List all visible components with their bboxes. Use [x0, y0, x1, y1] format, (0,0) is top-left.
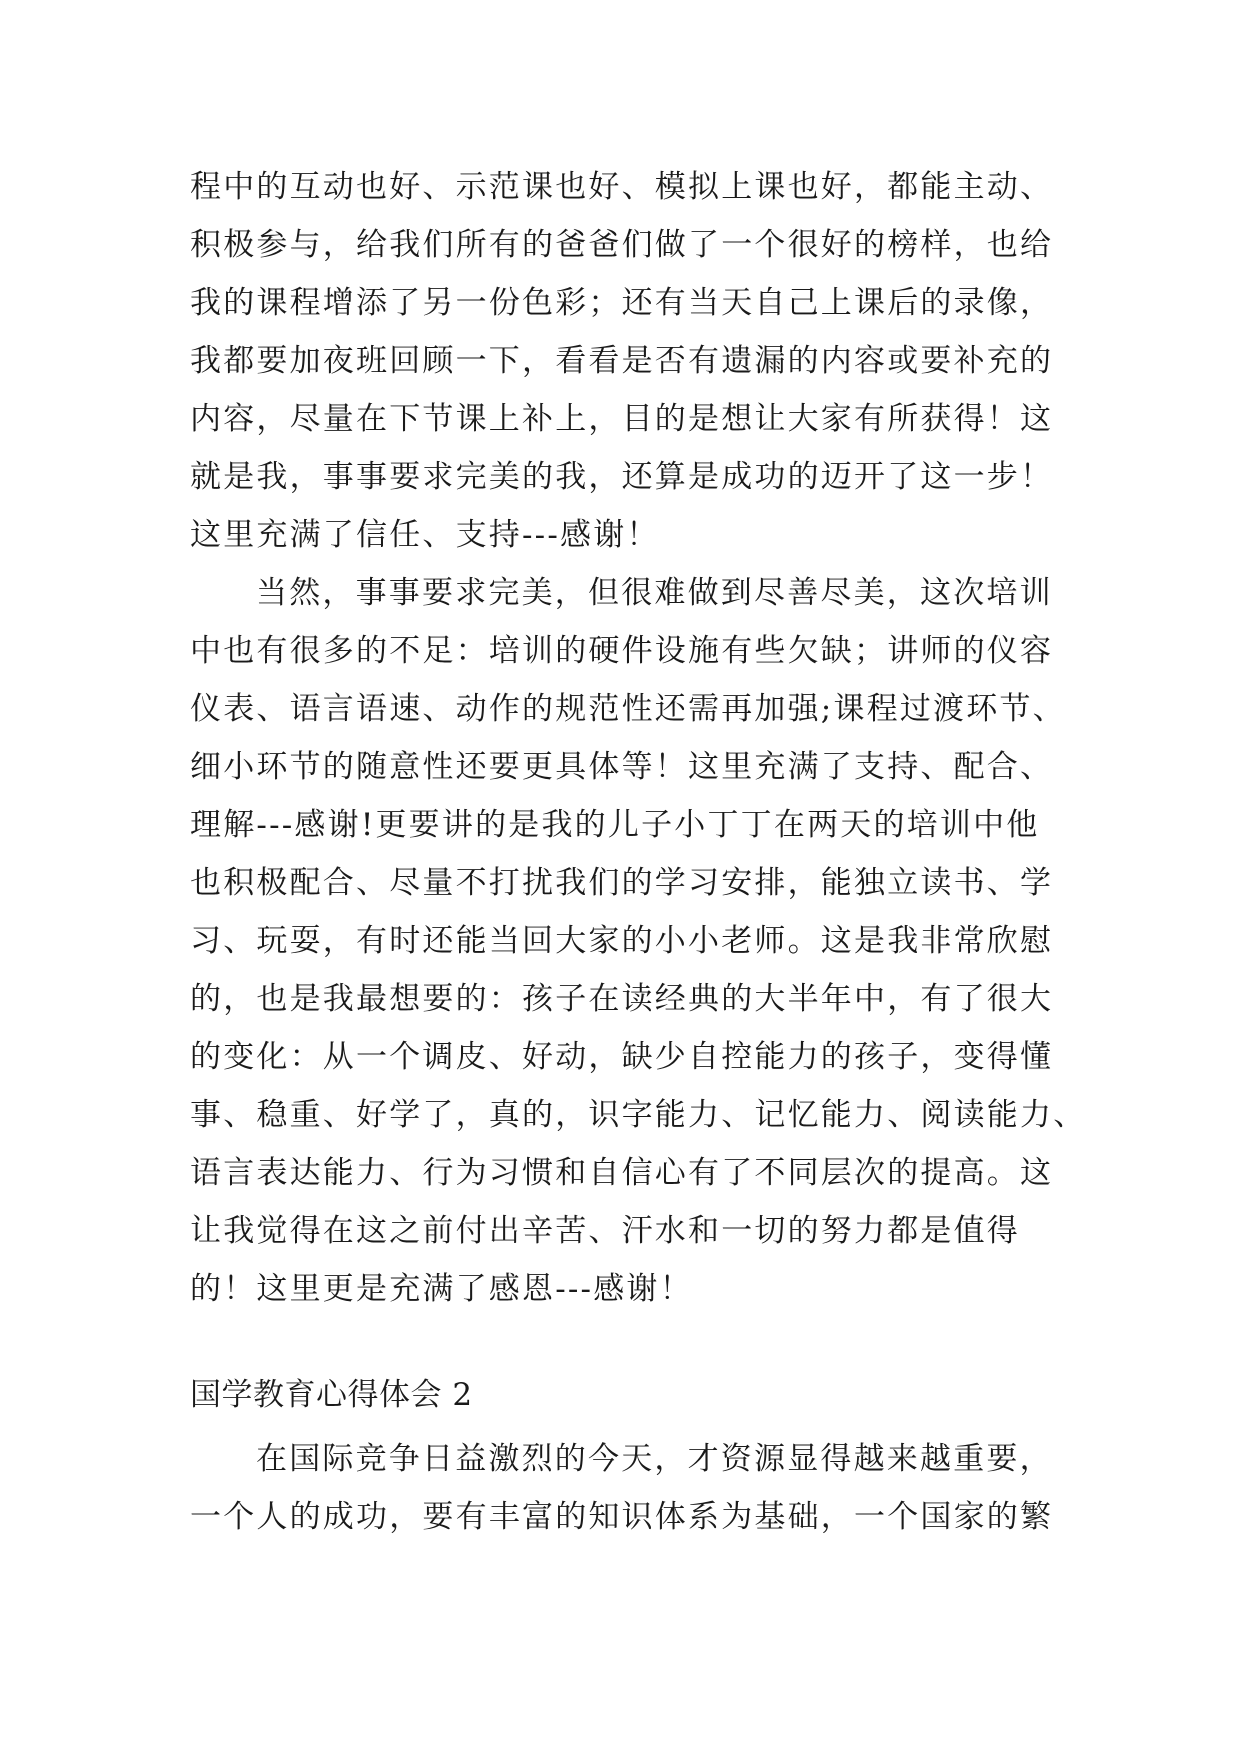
- text-line: 语言表达能力、行为习惯和自信心有了不同层次的提高。这: [190, 1155, 1054, 1191]
- text-line: 中也有很多的不足：培训的硬件设施有些欠缺；讲师的仪容: [190, 633, 1054, 669]
- text-line: 当然，事事要求完美，但很难做到尽善尽美，这次培训: [256, 575, 1053, 611]
- text-line: 在国际竞争日益激烈的今天，才资源显得越来越重要，: [256, 1441, 1053, 1477]
- text-line: 细小环节的随意性还要更具体等！这里充满了支持、配合、: [190, 749, 1054, 785]
- text-line: 事、稳重、好学了，真的，识字能力、记忆能力、阅读能力、: [190, 1097, 1087, 1133]
- text-line: 程中的互动也好、示范课也好、模拟上课也好，都能主动、: [190, 169, 1054, 205]
- text-line: 习、玩耍，有时还能当回大家的小小老师。这是我非常欣慰: [190, 923, 1054, 959]
- text-line: 让我觉得在这之前付出辛苦、汗水和一切的努力都是值得: [190, 1213, 1020, 1249]
- text-line: 理解---感谢!更要讲的是我的儿子小丁丁在两天的培训中他: [190, 807, 1040, 843]
- text-line: 也积极配合、尽量不打扰我们的学习安排，能独立读书、学: [190, 865, 1054, 901]
- section-heading: 国学教育心得体会 2: [190, 1377, 473, 1413]
- text-line: 的，也是我最想要的：孩子在读经典的大半年中，有了很大: [190, 981, 1054, 1017]
- text-line: 的变化：从一个调皮、好动，缺少自控能力的孩子，变得懂: [190, 1039, 1054, 1075]
- text-line: 仪表、语言语速、动作的规范性还需再加强;课程过渡环节、: [190, 691, 1066, 727]
- text-line: 我的课程增添了另一份色彩；还有当天自己上课后的录像，: [190, 285, 1054, 321]
- text-line: 一个人的成功，要有丰富的知识体系为基础，一个国家的繁: [190, 1499, 1054, 1535]
- text-line: 这里充满了信任、支持---感谢！: [190, 517, 660, 553]
- text-line: 我都要加夜班回顾一下，看看是否有遗漏的内容或要补充的: [190, 343, 1054, 379]
- text-line: 就是我，事事要求完美的我，还算是成功的迈开了这一步！: [190, 459, 1054, 495]
- text-line: 内容，尽量在下节课上补上，目的是想让大家有所获得！这: [190, 401, 1054, 437]
- text-line: 积极参与，给我们所有的爸爸们做了一个很好的榜样，也给: [190, 227, 1054, 263]
- text-line: 的！这里更是充满了感恩---感谢！: [190, 1271, 693, 1307]
